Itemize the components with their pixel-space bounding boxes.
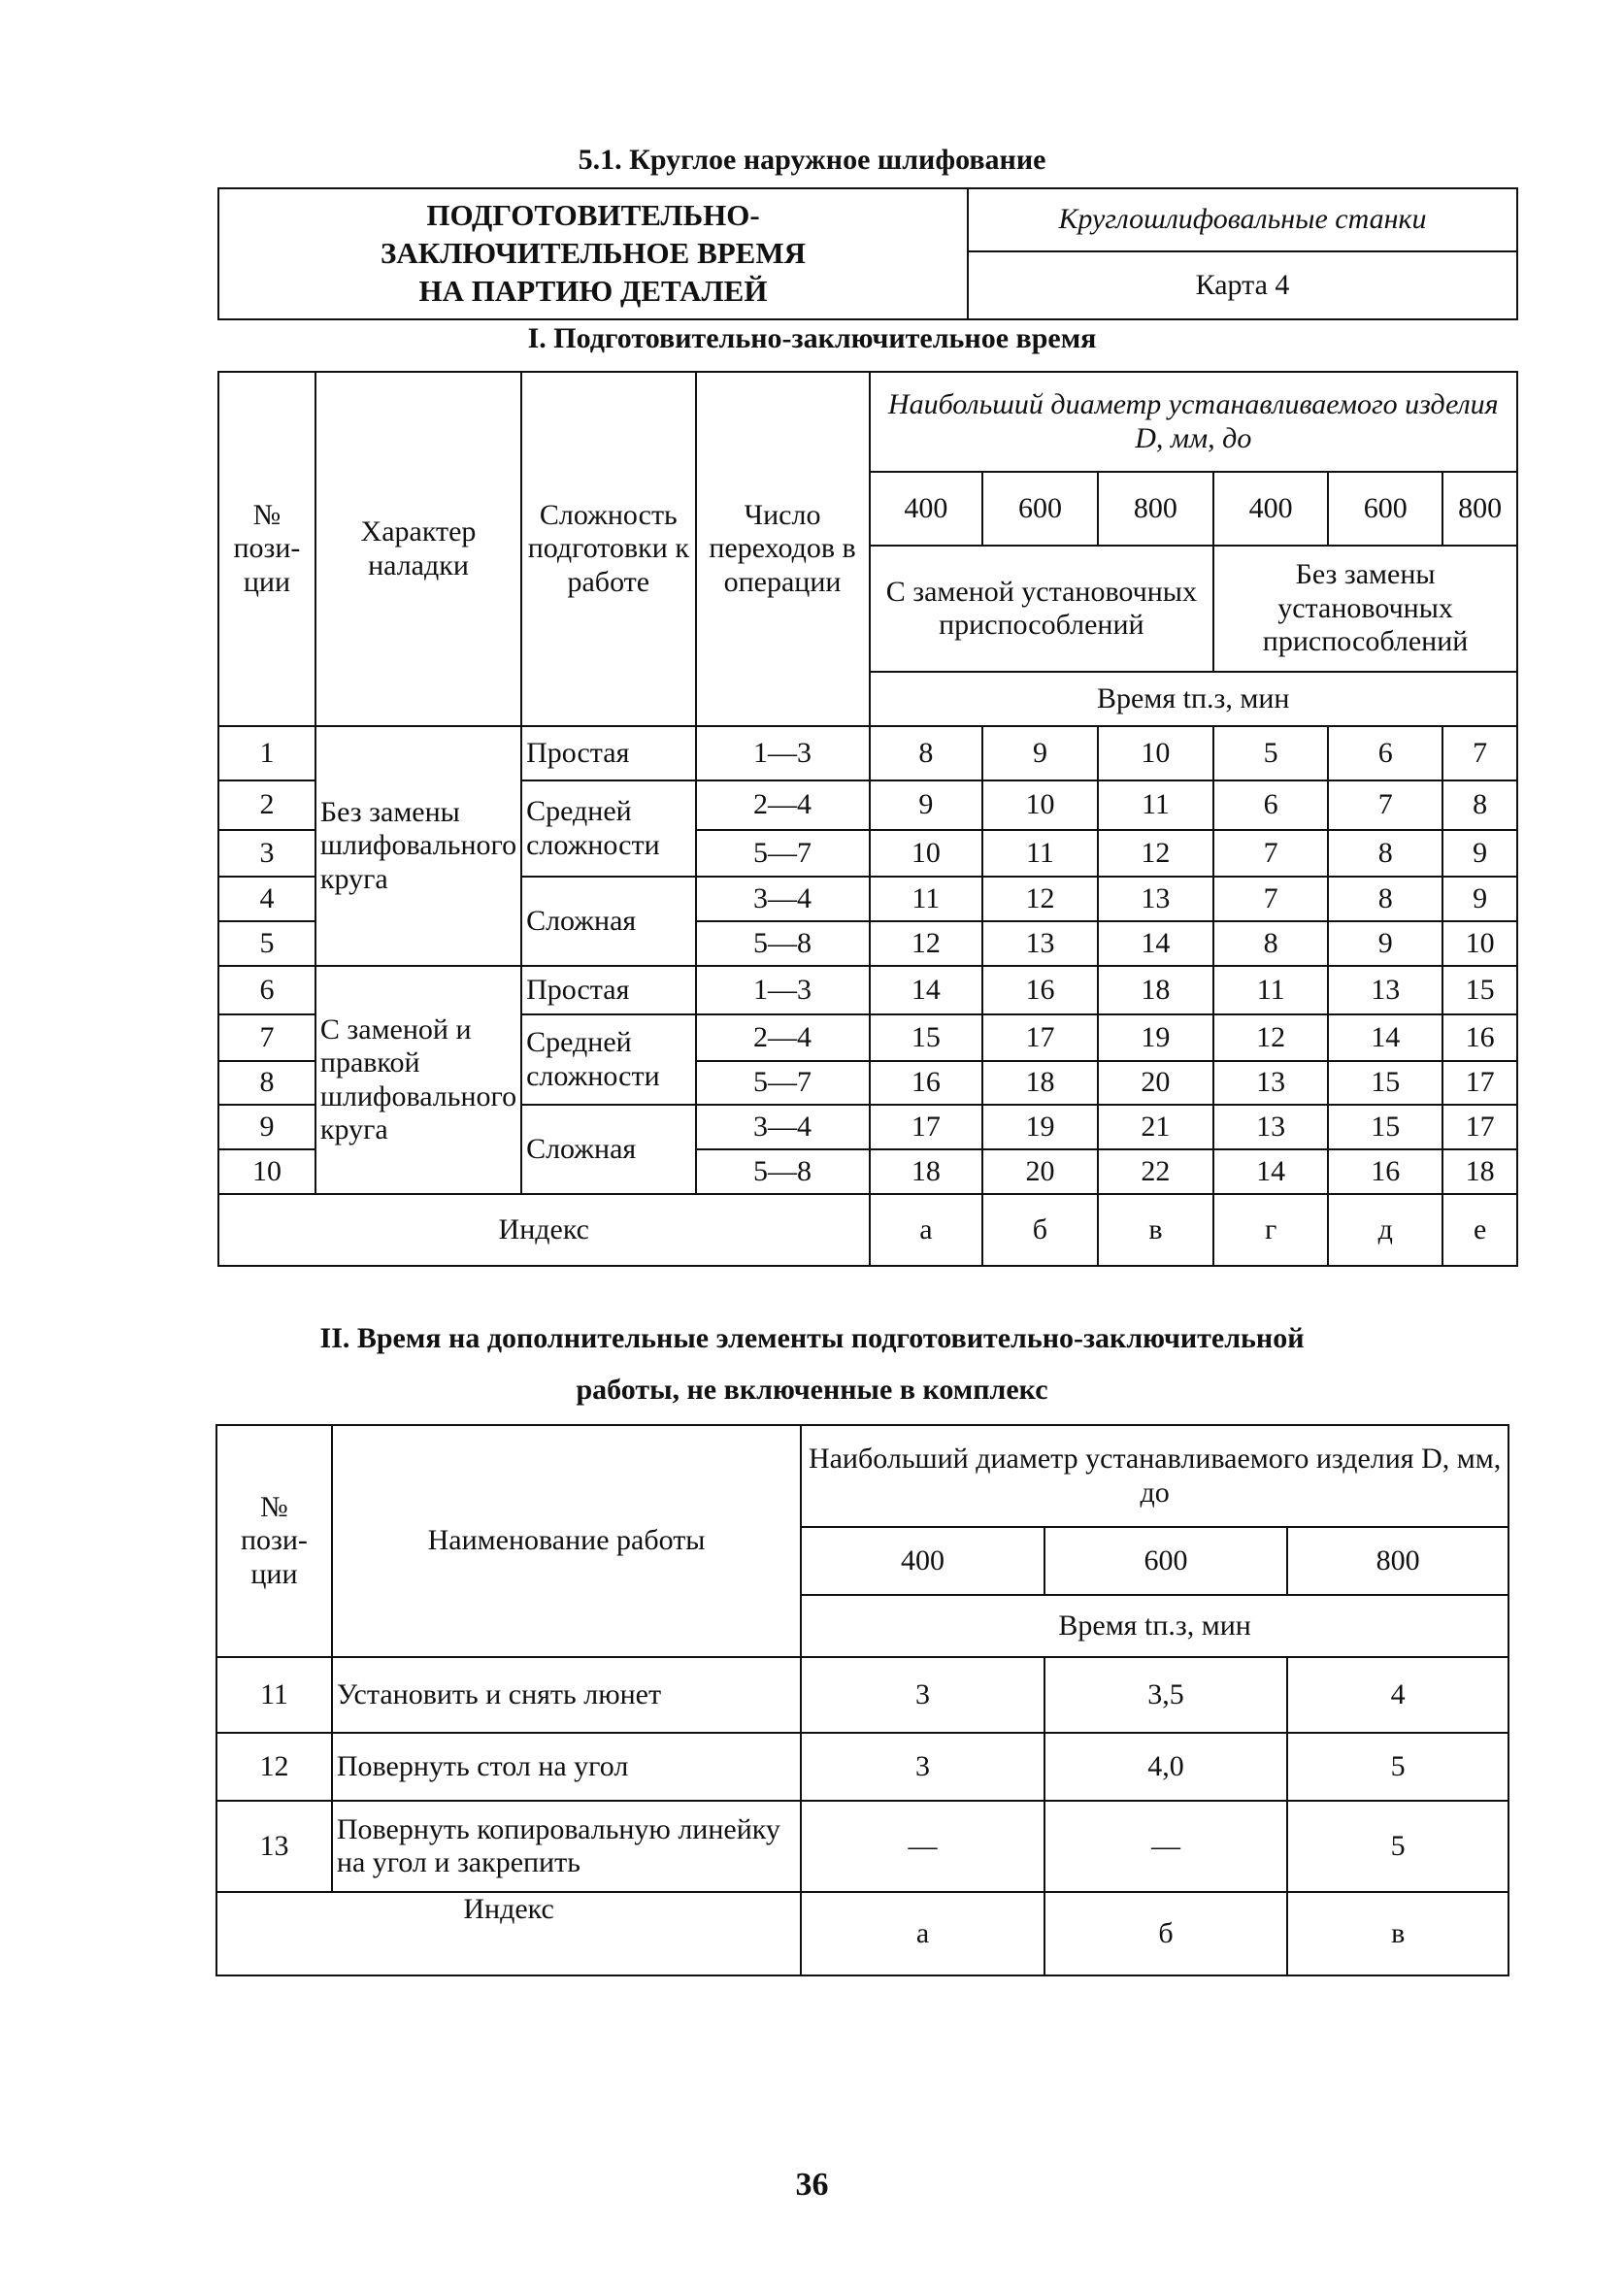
col-header-pos: № пози- ции (216, 1425, 332, 1657)
value-cell: 17 (982, 1014, 1098, 1061)
value-cell: 5 (1213, 726, 1328, 780)
card-number: Карта 4 (968, 251, 1517, 319)
complexity-cell: Средней сложности (521, 1014, 695, 1105)
diameter-cell: 400 (1213, 472, 1328, 546)
time-label: Время tп.з, мин (801, 1595, 1508, 1657)
value-cell: 21 (1098, 1105, 1213, 1149)
pos-cell: 1 (218, 726, 315, 780)
value-cell: 11 (1098, 780, 1213, 830)
diameter-cell: 400 (870, 472, 983, 546)
value-cell: 7 (1213, 830, 1328, 877)
complexity-cell: Сложная (521, 877, 695, 966)
index-row (216, 1892, 1508, 1975)
index-row (218, 1194, 1517, 1266)
value-cell: 7 (1442, 726, 1517, 780)
col-header-complexity: Сложность подготовки к работе (521, 372, 695, 726)
transitions-cell: 2—4 (696, 1014, 870, 1061)
diameter-cell: 400 (801, 1527, 1044, 1595)
value-cell: 8 (1328, 830, 1442, 877)
value-cell: 18 (1098, 966, 1213, 1014)
pos-cell: 9 (218, 1105, 315, 1149)
value-cell: 16 (1328, 1149, 1442, 1194)
value-cell: 18 (982, 1061, 1098, 1105)
pos-cell: 2 (218, 780, 315, 830)
value-cell: 18 (870, 1149, 983, 1194)
part2-table (215, 1424, 1509, 1976)
value-cell: 5 (1287, 1733, 1508, 1801)
table-row (216, 1657, 1508, 1733)
col-header-char: Характер наладки (315, 372, 521, 726)
value-cell: 12 (870, 921, 983, 966)
pos-cell: 12 (216, 1733, 332, 1801)
value-cell: 10 (982, 780, 1098, 830)
time-label: Время tп.з, мин (870, 672, 1517, 726)
transitions-cell: 5—8 (696, 1149, 870, 1194)
pos-cell: 10 (218, 1149, 315, 1194)
value-cell: 17 (870, 1105, 983, 1149)
pos-cell: 6 (218, 966, 315, 1014)
part1-table (217, 371, 1518, 1267)
value-cell: 12 (1213, 1014, 1328, 1061)
pos-cell: 8 (218, 1061, 315, 1105)
diameter-cell: 600 (1328, 472, 1442, 546)
value-cell: 12 (1098, 830, 1213, 877)
group-with-replacement: С заменой установочных приспособлений (870, 546, 1214, 672)
table-row (216, 1801, 1508, 1892)
value-cell: 9 (982, 726, 1098, 780)
part2-title-line1: II. Время на дополнительные элементы подготовительно-заключительной (319, 1322, 1305, 1354)
value-cell: 9 (1442, 830, 1517, 877)
value-cell: 14 (1098, 921, 1213, 966)
value-cell: 6 (1328, 726, 1442, 780)
value-cell: 15 (1328, 1105, 1442, 1149)
index-cell: в (1098, 1194, 1213, 1266)
machine-type: Круглошлифовальные станки (968, 188, 1517, 251)
value-cell: — (801, 1801, 1044, 1892)
value-cell: 13 (1328, 966, 1442, 1014)
value-cell: 14 (870, 966, 983, 1014)
value-cell: 15 (1442, 966, 1517, 1014)
value-cell: 19 (982, 1105, 1098, 1149)
work-name-cell: Повернуть копировальную линейку на угол и закрепить (332, 1801, 801, 1892)
value-cell: 13 (1098, 877, 1213, 921)
transitions-cell: 5—7 (696, 830, 870, 877)
table-row (218, 726, 1517, 780)
value-cell: 13 (982, 921, 1098, 966)
value-cell: 18 (1442, 1149, 1517, 1194)
value-cell: 19 (1098, 1014, 1213, 1061)
value-cell: 9 (870, 780, 983, 830)
value-cell: 6 (1213, 780, 1328, 830)
complexity-cell: Простая (521, 966, 695, 1014)
pos-cell: 7 (218, 1014, 315, 1061)
part1-title: I. Подготовительно-заключительное время (527, 322, 1097, 354)
value-cell: 11 (1213, 966, 1328, 1014)
transitions-cell: 1—3 (696, 966, 870, 1014)
index-cell: г (1213, 1194, 1328, 1266)
value-cell: 20 (982, 1149, 1098, 1194)
diameter-cell: 800 (1098, 472, 1213, 546)
pos-cell: 5 (218, 921, 315, 966)
index-cell: а (801, 1892, 1044, 1975)
value-cell: 12 (982, 877, 1098, 921)
transitions-cell: 2—4 (696, 780, 870, 830)
index-label: Индекс (216, 1892, 801, 1975)
complexity-cell: Простая (521, 726, 695, 780)
value-cell: 8 (1328, 877, 1442, 921)
value-cell: 14 (1328, 1014, 1442, 1061)
value-cell: 3 (801, 1657, 1044, 1733)
value-cell: 16 (1442, 1014, 1517, 1061)
value-cell: 8 (1213, 921, 1328, 966)
value-cell: 3 (801, 1733, 1044, 1801)
index-label: Индекс (218, 1194, 870, 1266)
col-header-name: Наименование работы (332, 1425, 801, 1657)
value-cell: 15 (870, 1014, 983, 1061)
col-header-diameter-group: Наибольший диаметр устанавливаемого изделия D, мм, до (801, 1425, 1508, 1527)
value-cell: 3,5 (1044, 1657, 1288, 1733)
complexity-cell: Сложная (521, 1105, 695, 1194)
diameter-cell: 600 (982, 472, 1098, 546)
card-header (217, 187, 1518, 320)
pos-cell: 13 (216, 1801, 332, 1892)
value-cell: 4,0 (1044, 1733, 1288, 1801)
value-cell: 17 (1442, 1061, 1517, 1105)
table-row (216, 1733, 1508, 1801)
value-cell: 9 (1328, 921, 1442, 966)
index-cell: е (1442, 1194, 1517, 1266)
work-name-cell: Повернуть стол на угол (332, 1733, 801, 1801)
col-header-transitions: Число переходов в операции (696, 372, 870, 726)
value-cell: 13 (1213, 1105, 1328, 1149)
value-cell: 10 (1098, 726, 1213, 780)
value-cell: 5 (1287, 1801, 1508, 1892)
value-cell: 10 (870, 830, 983, 877)
value-cell: 4 (1287, 1657, 1508, 1733)
transitions-cell: 1—3 (696, 726, 870, 780)
card-main-title: ПОДГОТОВИТЕЛЬНО- ЗАКЛЮЧИТЕЛЬНОЕ ВРЕМЯ НА ПАРТИЮ ДЕТАЛЕЙ (218, 188, 968, 319)
col-header-diameter-group: Наибольший диаметр устанавливаемого изделия D, мм, до (870, 372, 1517, 472)
value-cell: 16 (870, 1061, 983, 1105)
group-without-replacement: Без замены установочных приспособлений (1213, 546, 1517, 672)
index-cell: б (1044, 1892, 1288, 1975)
pos-cell: 3 (218, 830, 315, 877)
value-cell: 7 (1213, 877, 1328, 921)
diameter-cell: 600 (1044, 1527, 1288, 1595)
value-cell: 13 (1213, 1061, 1328, 1105)
value-cell: 16 (982, 966, 1098, 1014)
transitions-cell: 3—4 (696, 877, 870, 921)
index-cell: а (870, 1194, 983, 1266)
value-cell: 14 (1213, 1149, 1328, 1194)
page-number: 36 (795, 2167, 829, 2203)
transitions-cell: 3—4 (696, 1105, 870, 1149)
col-header-pos: № пози- ции (218, 372, 315, 726)
value-cell: 10 (1442, 921, 1517, 966)
table-row (218, 966, 1517, 1014)
value-cell: 9 (1442, 877, 1517, 921)
value-cell: 22 (1098, 1149, 1213, 1194)
index-cell: в (1287, 1892, 1508, 1975)
complexity-cell: Средней сложности (521, 780, 695, 877)
work-name-cell: Установить и снять люнет (332, 1657, 801, 1733)
section-title: 5.1. Круглое наружное шлифование (578, 144, 1046, 176)
pos-cell: 11 (216, 1657, 332, 1733)
setup-with-cell: С заменой и правкой шлифовального круга (315, 966, 521, 1194)
value-cell: 17 (1442, 1105, 1517, 1149)
value-cell: — (1044, 1801, 1288, 1892)
value-cell: 11 (870, 877, 983, 921)
value-cell: 15 (1328, 1061, 1442, 1105)
pos-cell: 4 (218, 877, 315, 921)
setup-without-cell: Без замены шлифовального круга (315, 726, 521, 966)
value-cell: 8 (1442, 780, 1517, 830)
diameter-cell: 800 (1442, 472, 1517, 546)
transitions-cell: 5—8 (696, 921, 870, 966)
part2-title-line2: работы, не включенные в комплекс (576, 1374, 1048, 1406)
value-cell: 8 (870, 726, 983, 780)
transitions-cell: 5—7 (696, 1061, 870, 1105)
value-cell: 7 (1328, 780, 1442, 830)
index-cell: б (982, 1194, 1098, 1266)
index-cell: д (1328, 1194, 1442, 1266)
value-cell: 11 (982, 830, 1098, 877)
value-cell: 20 (1098, 1061, 1213, 1105)
diameter-cell: 800 (1287, 1527, 1508, 1595)
